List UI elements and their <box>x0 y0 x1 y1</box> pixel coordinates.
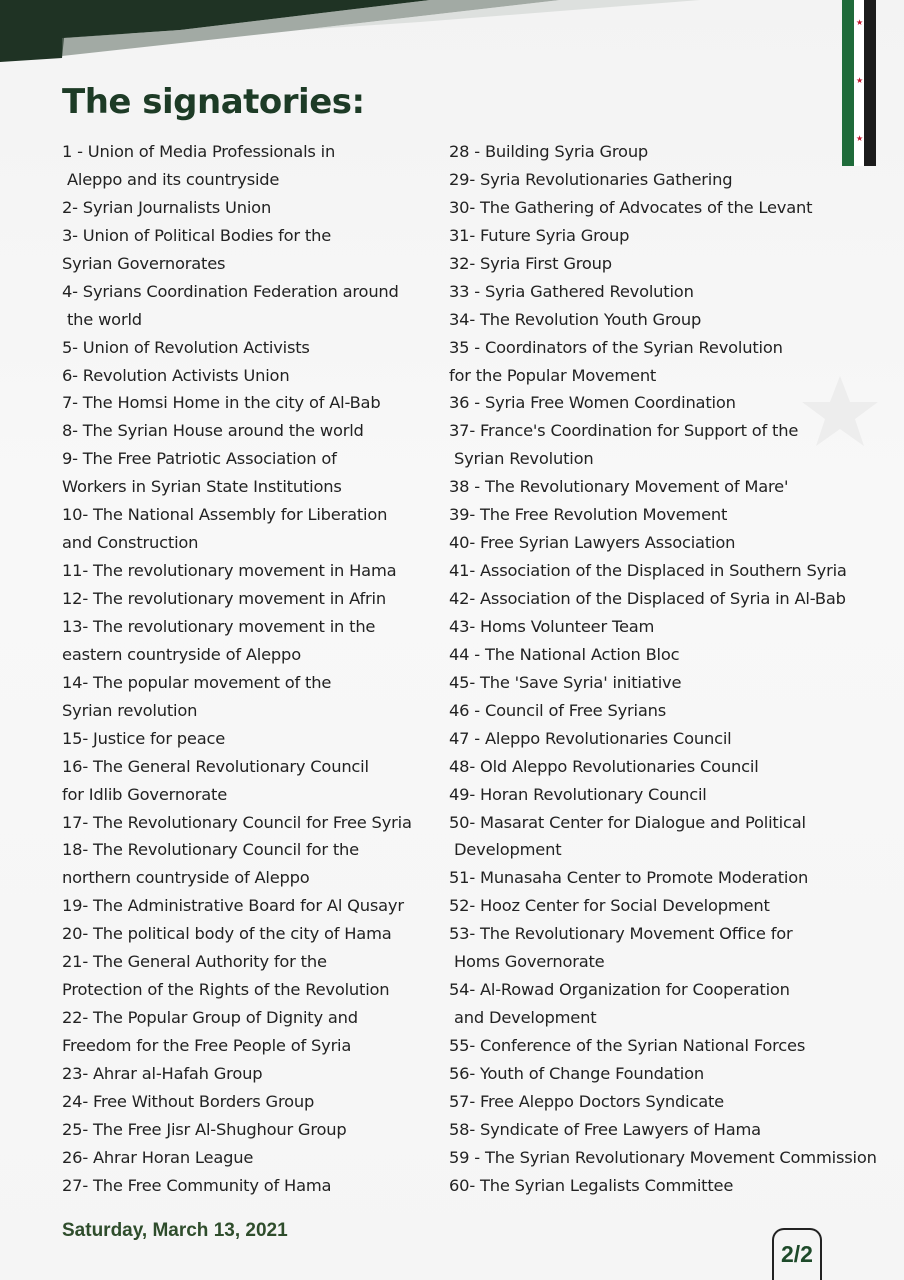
list-item: Homs Governorate <box>449 952 605 972</box>
page-number-badge: 2/2 <box>772 1228 822 1280</box>
list-item: 16- The General Revolutionary Council <box>62 756 369 776</box>
list-item: and Development <box>449 1008 597 1028</box>
list-item: 19- The Administrative Board for Al Qusayr <box>62 896 404 916</box>
signatories-list-left <box>62 138 442 1200</box>
list-item: Workers in Syrian State Institutions <box>62 477 342 497</box>
list-item: 24- Free Without Borders Group <box>62 1091 315 1111</box>
list-item: 56- Youth of Change Foundation <box>449 1063 704 1083</box>
list-item: Aleppo and its countryside <box>62 169 280 189</box>
list-item: 59 - The Syrian Revolutionary Movement Commission <box>449 1147 877 1167</box>
list-item: 35 - Coordinators of the Syrian Revolution <box>449 337 783 357</box>
list-item: 50- Masarat Center for Dialogue and Political <box>449 812 806 832</box>
list-item: 44 - The National Action Bloc <box>449 644 680 664</box>
list-item: 8- The Syrian House around the world <box>62 421 364 441</box>
list-item: 48- Old Aleppo Revolutionaries Council <box>449 756 759 776</box>
list-item: and Construction <box>62 533 199 553</box>
list-item: 2- Syrian Journalists Union <box>62 197 272 217</box>
list-item: Syrian revolution <box>62 700 198 720</box>
list-item: Development <box>449 840 562 860</box>
list-item: 40- Free Syrian Lawyers Association <box>449 533 736 553</box>
list-item: 27- The Free Community of Hama <box>62 1175 332 1195</box>
list-item: 60- The Syrian Legalists Committee <box>449 1175 734 1195</box>
list-item: 6- Revolution Activists Union <box>62 365 290 385</box>
list-item: 9- The Free Patriotic Association of <box>62 449 337 469</box>
list-item: eastern countryside of Aleppo <box>62 644 301 664</box>
list-item: 5- Union of Revolution Activists <box>62 337 310 357</box>
list-item: 22- The Popular Group of Dignity and <box>62 1008 358 1028</box>
list-item: 10- The National Assembly for Liberation <box>62 505 388 525</box>
list-item: 46 - Council of Free Syrians <box>449 700 667 720</box>
list-item: the world <box>62 309 142 329</box>
list-item: 29- Syria Revolutionaries Gathering <box>449 169 733 189</box>
list-item: 58- Syndicate of Free Lawyers of Hama <box>449 1119 761 1139</box>
list-item: Syrian Revolution <box>449 449 594 469</box>
list-item: 42- Association of the Displaced of Syria in Al-Bab <box>449 589 846 608</box>
list-item: northern countryside of Aleppo <box>62 868 310 888</box>
list-item: 36 - Syria Free Women Coordination <box>449 393 736 413</box>
list-item: 11- The revolutionary movement in Hama <box>62 561 397 581</box>
list-item: 53- The Revolutionary Movement Office for <box>449 924 793 944</box>
list-item: 17- The Revolutionary Council for Free Syria <box>62 812 412 832</box>
list-item: 1 - Union of Media Professionals in <box>62 142 336 161</box>
list-item: 4- Syrians Coordination Federation around <box>62 281 399 301</box>
list-item: 28 - Building Syria Group <box>449 142 649 161</box>
list-item: 33 - Syria Gathered Revolution <box>449 281 694 301</box>
list-item: 34- The Revolution Youth Group <box>449 309 702 329</box>
list-item: 41- Association of the Displaced in Southern Syria <box>449 561 847 581</box>
list-item: 18- The Revolutionary Council for the <box>62 840 359 860</box>
list-item: 45- The 'Save Syria' initiative <box>449 672 682 692</box>
list-item: 38 - The Revolutionary Movement of Mare' <box>449 477 789 497</box>
list-item: 55- Conference of the Syrian National Forces <box>449 1036 806 1055</box>
footer-date: Saturday, March 13, 2021 <box>62 1220 288 1241</box>
list-item: 39- The Free Revolution Movement <box>449 505 728 525</box>
list-item: 32- Syria First Group <box>449 253 612 273</box>
list-item: 54- Al-Rowad Organization for Cooperation <box>449 980 790 1000</box>
list-item: 30- The Gathering of Advocates of the Levant <box>449 197 813 217</box>
list-item: 21- The General Authority for the <box>62 952 327 972</box>
page-title: The signatories: <box>62 82 365 122</box>
list-item: Protection of the Rights of the Revolution <box>62 980 390 1000</box>
list-item: 37- France's Coordination for Support of the <box>449 421 799 441</box>
list-item: 57- Free Aleppo Doctors Syndicate <box>449 1091 724 1111</box>
list-item: 31- Future Syria Group <box>449 225 630 245</box>
list-item: Freedom for the Free People of Syria <box>62 1036 352 1055</box>
list-item: 26- Ahrar Horan League <box>62 1147 254 1167</box>
list-item: Syrian Governorates <box>62 253 226 273</box>
signatories-list-right <box>449 138 894 1200</box>
list-item: 25- The Free Jisr Al-Shughour Group <box>62 1119 347 1139</box>
list-item: 14- The popular movement of the <box>62 672 332 692</box>
list-item: for Idlib Governorate <box>62 784 228 804</box>
syrian-revolution-flag-icon: ★ ★ ★ <box>842 0 876 166</box>
list-item: 23- Ahrar al-Hafah Group <box>62 1063 263 1083</box>
list-item: 51- Munasaha Center to Promote Moderation <box>449 868 809 888</box>
list-item: 52- Hooz Center for Social Development <box>449 896 770 916</box>
list-item: 7- The Homsi Home in the city of Al-Bab <box>62 393 381 413</box>
list-item: 15- Justice for peace <box>62 728 226 748</box>
list-item: 13- The revolutionary movement in the <box>62 616 376 636</box>
list-item: 20- The political body of the city of Hama <box>62 924 392 944</box>
list-item: 47 - Aleppo Revolutionaries Council <box>449 728 732 748</box>
top-decorative-band <box>0 0 904 70</box>
list-item: 43- Homs Volunteer Team <box>449 616 655 636</box>
list-item: 3- Union of Political Bodies for the <box>62 225 332 245</box>
list-item: 49- Horan Revolutionary Council <box>449 784 707 804</box>
list-item: 12- The revolutionary movement in Afrin <box>62 589 386 608</box>
list-item: for the Popular Movement <box>449 365 657 385</box>
